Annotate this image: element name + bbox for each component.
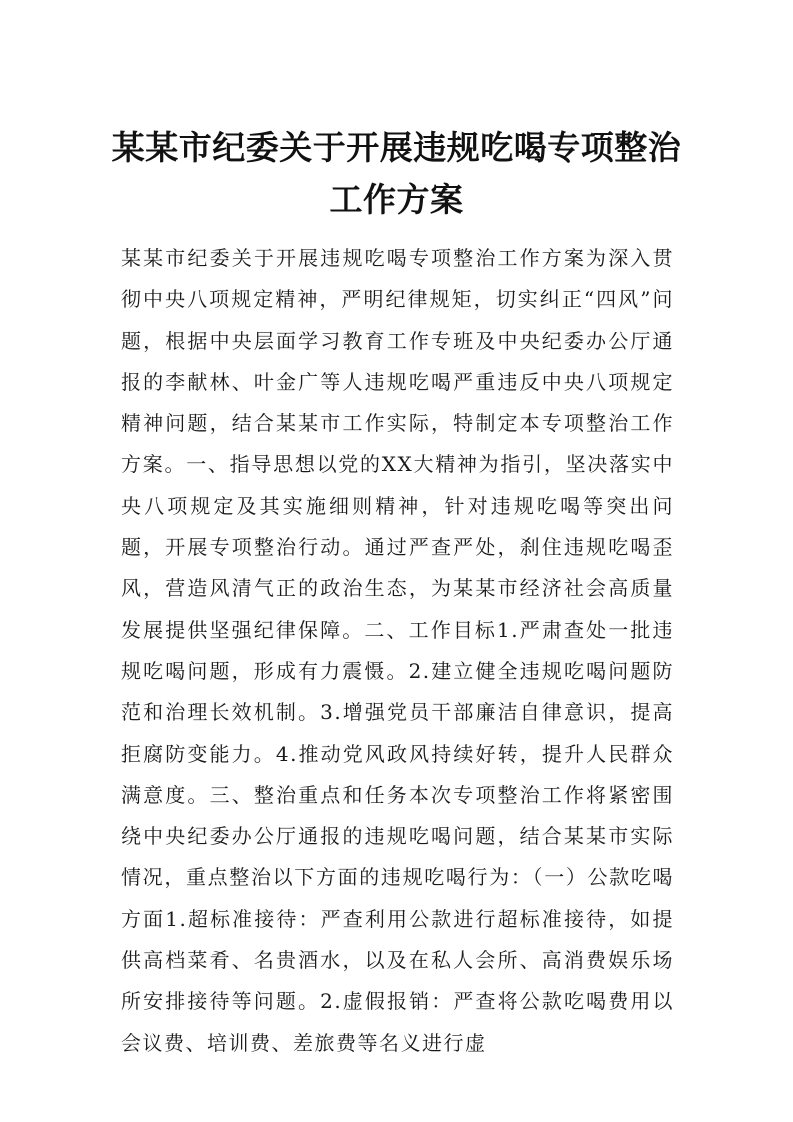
document-title: 某某市纪委关于开展违规吃喝专项整治工作方案 <box>111 128 682 219</box>
document-body: 某某市纪委关于开展违规吃喝专项整治工作方案为深入贯彻中央八项规定精神，严明纪律规矩，切实纠正“四风”问题，根据中央层面学习教育工作专班及中央纪委办公厅通报的李献林、叶金广等人违规吃喝严重违反中央八项规定精神问题，结合某某市工作实际，特制定本专项整治工作方案。一、指导思想以党的XX大精神为指引，坚决落实中央八项规定及其实施细则精神，针对违规吃喝等突出问题，开展专项整治行动。通过严查严处，刹住违规吃喝歪风，营造风清气正的政治生态，为某某市经济社会高质量发展提供坚强纪律保障。二、工作目标1.严肃查处一批违规吃喝问题，形成有力震慑。2.建立健全违规吃喝问题防范和治理长效机制。3.增强党员干部廉洁自律意识，提高拒腐防变能力。4.推动党风政风持续好转，提升人民群众满意度。三、整治重点和任务本次专项整治工作将紧密围绕中央纪委办公厅通报的违规吃喝问题，结合某某市实际情况，重点整治以下方面的违规吃喝行为：（一）公款吃喝方面1.超标准接待：严查利用公款进行超标准接待，如提供高档菜肴、名贵酒水，以及在私人会所、高消费娱乐场所安排接待等问题。2.虚假报销：严查将公款吃喝费用以会议费、培训费、差旅费等名义进行虚 <box>121 246 674 1055</box>
